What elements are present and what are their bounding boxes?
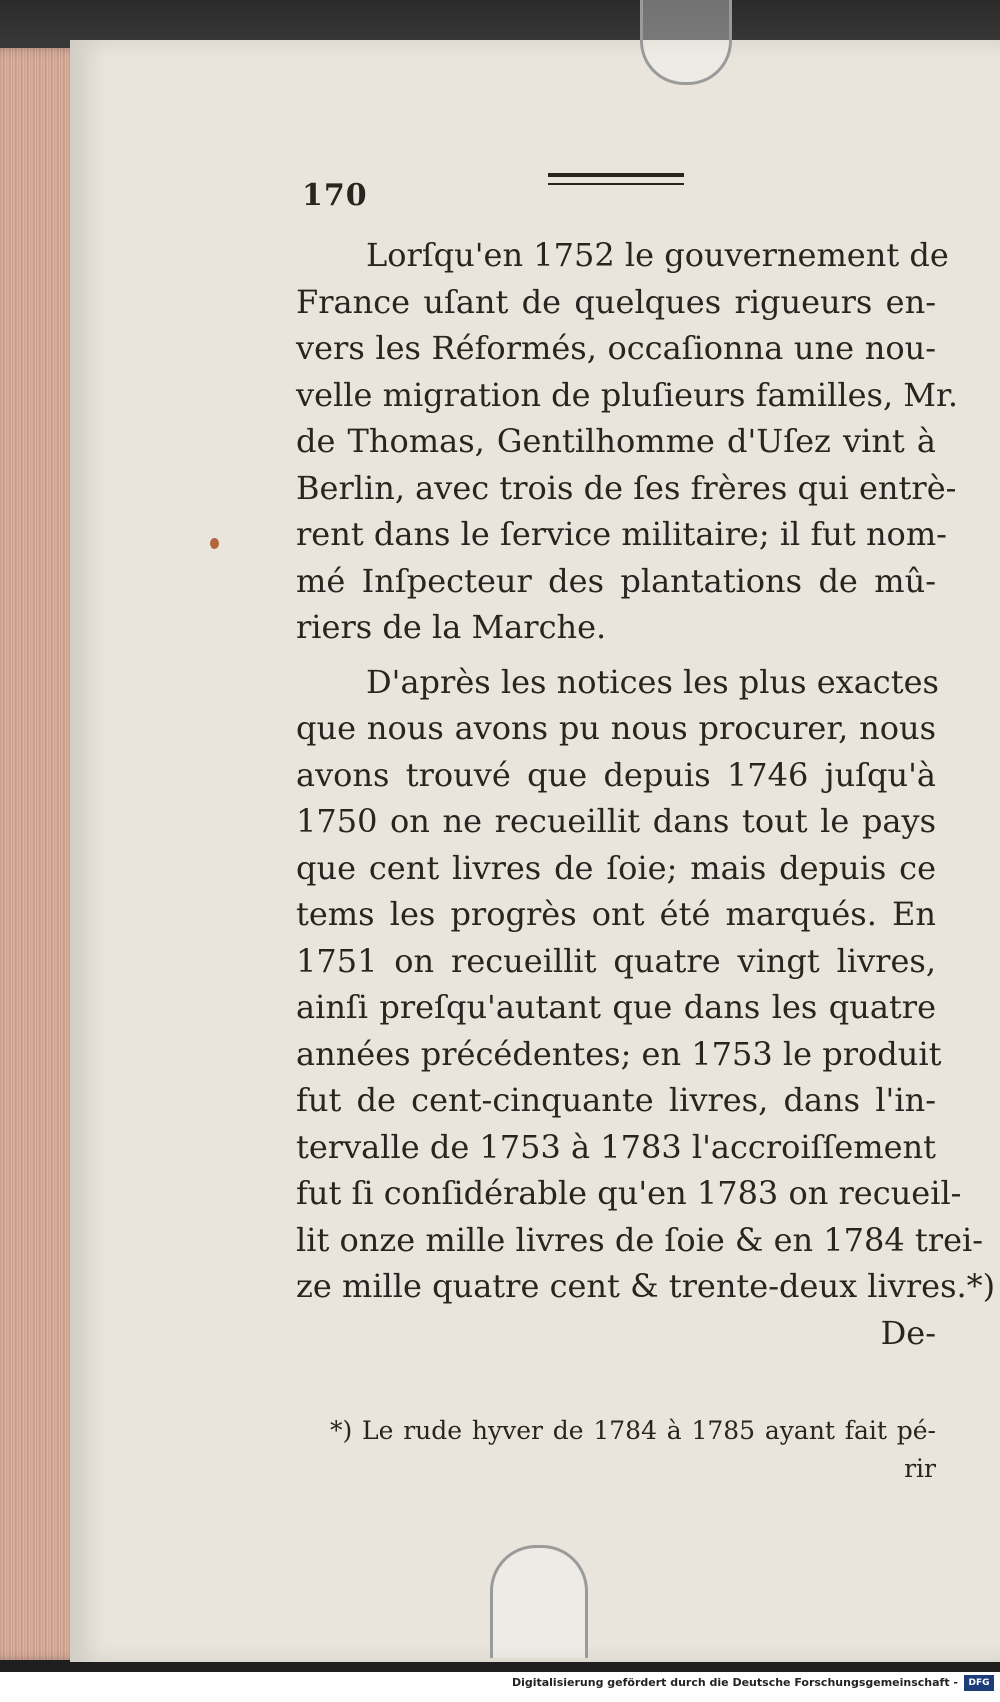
text-line: rent dans le ſervice militaire; il fut nom-: [296, 515, 947, 553]
text-line: que nous avons pu nous procurer, nous: [296, 709, 936, 747]
header-rule: [548, 173, 684, 185]
text-line: D'après les notices les plus exactes: [366, 662, 939, 701]
text-line: tervalle de 1753 à 1783 l'accroiſſement: [296, 1127, 937, 1166]
text-line: de Thomas, Gentilhomme d'Uſez vint à: [296, 422, 936, 460]
dfg-logo: DFG: [964, 1675, 994, 1691]
catchword: De-: [880, 1313, 936, 1352]
page-number: 170: [302, 178, 368, 213]
text-line: avons trouvé que depuis 1746 juſqu'à: [296, 755, 936, 794]
text-line: tems les progrès ont été marqués. En: [296, 895, 936, 933]
text-line: fut de cent-cinquante livres, dans l'in-: [296, 1081, 936, 1119]
page-clip-bottom: [490, 1545, 588, 1658]
text-line: 1751 on recueillit quatre vingt livres,: [296, 941, 936, 980]
text-line: vers les Réformés, occaſionna une nou-: [296, 329, 936, 367]
text-line: mé Inſpecteur des plantations de mû-: [296, 561, 936, 600]
text-line: riers de la Marche.: [296, 608, 607, 646]
text-line: années précédentes; en 1753 le produit: [296, 1034, 942, 1073]
foxing-spot: [210, 538, 219, 549]
text-line: velle migration de pluſieurs familles, Mr.: [296, 375, 958, 414]
text-line: ze mille quatre cent & trente-deux livres.*): [296, 1267, 996, 1305]
text-line: que cent livres de ſoie; mais depuis ce: [296, 848, 936, 887]
text-line: fut ſi conſidérable qu'en 1783 on recueil-: [296, 1174, 962, 1212]
text-line: 1750 on ne recueillit dans tout le pays: [296, 802, 936, 840]
footnote-line: *) Le rude hyver de 1784 à 1785 ayant fait pé-: [330, 1416, 936, 1445]
digitization-footer: [0, 1672, 1000, 1702]
funding-credit: Digitalisierung gefördert durch die Deutsche Forschungsgemeinschaft -: [511, 1676, 958, 1689]
text-line: Berlin, avec trois de ſes frères qui entrè-: [296, 468, 957, 507]
footnote: [300, 1412, 936, 1488]
body-text: [296, 232, 996, 1356]
text-line: ainſi preſqu'autant que dans les quatre: [296, 988, 936, 1026]
text-line: France uſant de quelques rigueurs en-: [296, 282, 936, 321]
text-line: lit onze mille livres de ſoie & en 1784 trei-: [296, 1220, 984, 1259]
footnote-line: rir: [904, 1454, 936, 1483]
text-line: Lorſqu'en 1752 le gouvernement de: [366, 236, 949, 274]
page-clip-top: [640, 0, 732, 85]
